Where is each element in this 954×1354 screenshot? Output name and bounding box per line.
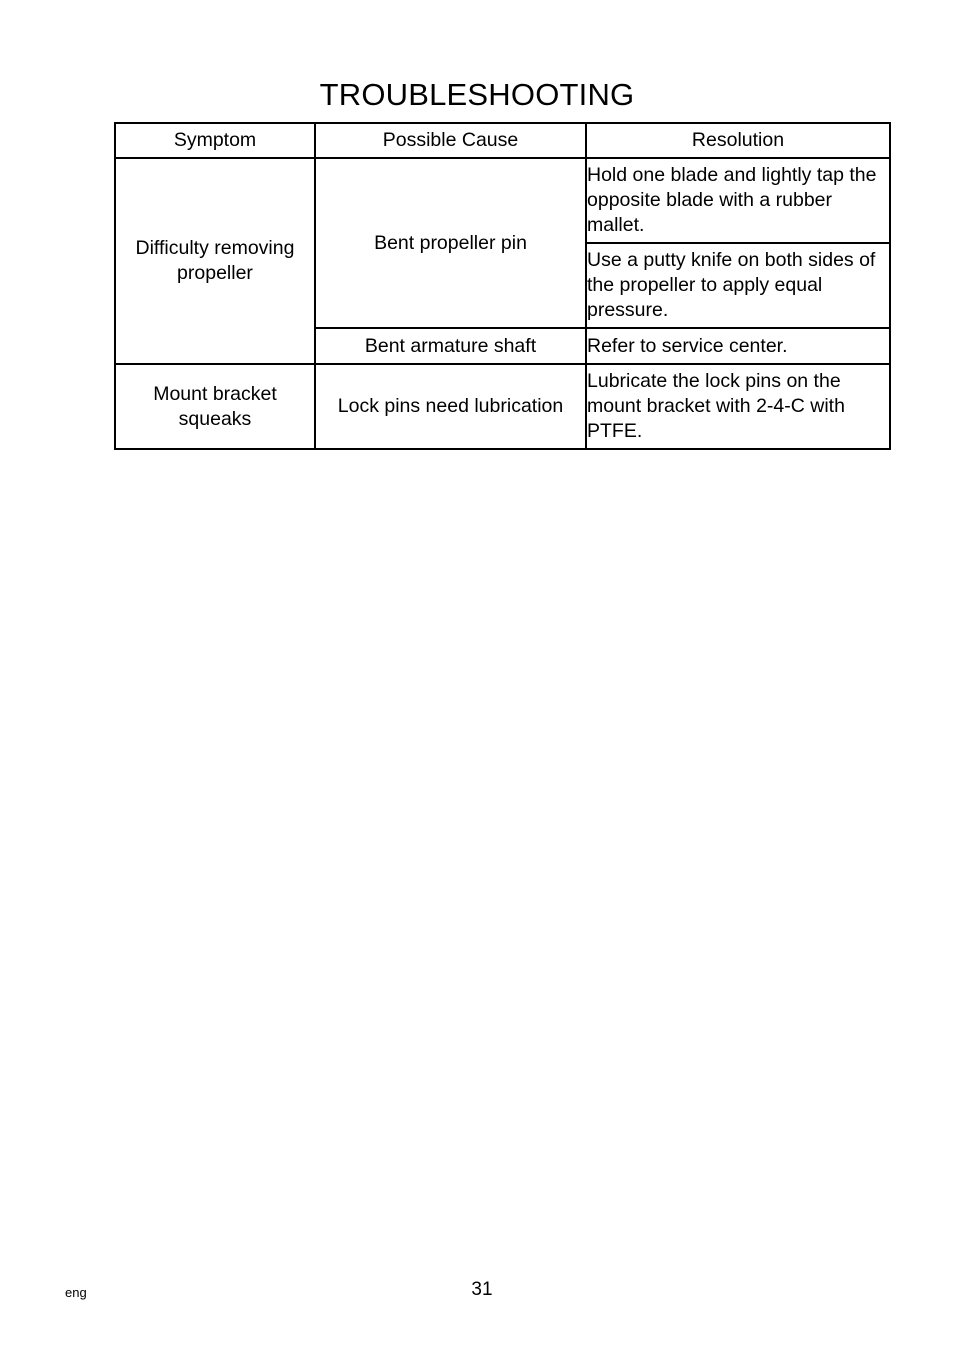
resolution-cell: Hold one blade and lightly tap the opposite blade with a rubber mallet. — [586, 158, 890, 243]
page-number: 31 — [471, 1279, 493, 1300]
cause-cell: Bent propeller pin — [315, 158, 586, 328]
resolution-cell: Lubricate the lock pins on the mount bracket with 2-4-C with PTFE. — [586, 364, 890, 449]
resolution-cell: Refer to service center. — [586, 328, 890, 364]
resolution-cell: Use a putty knife on both sides of the propeller to apply equal pressure. — [586, 243, 890, 328]
cause-cell: Lock pins need lubrication — [315, 364, 586, 449]
symptom-cell: Mount bracket squeaks — [115, 364, 315, 449]
table-header-row — [115, 123, 890, 158]
table-row — [115, 364, 890, 449]
header-possible-cause: Possible Cause — [315, 123, 586, 158]
header-resolution: Resolution — [586, 123, 890, 158]
troubleshooting-table — [114, 122, 891, 450]
cause-cell: Bent armature shaft — [315, 328, 586, 364]
footer-language: eng — [65, 1285, 87, 1300]
page-title: TROUBLESHOOTING — [319, 76, 635, 112]
table-row — [115, 158, 890, 243]
header-symptom: Symptom — [115, 123, 315, 158]
symptom-cell: Difficulty removing propeller — [115, 158, 315, 364]
